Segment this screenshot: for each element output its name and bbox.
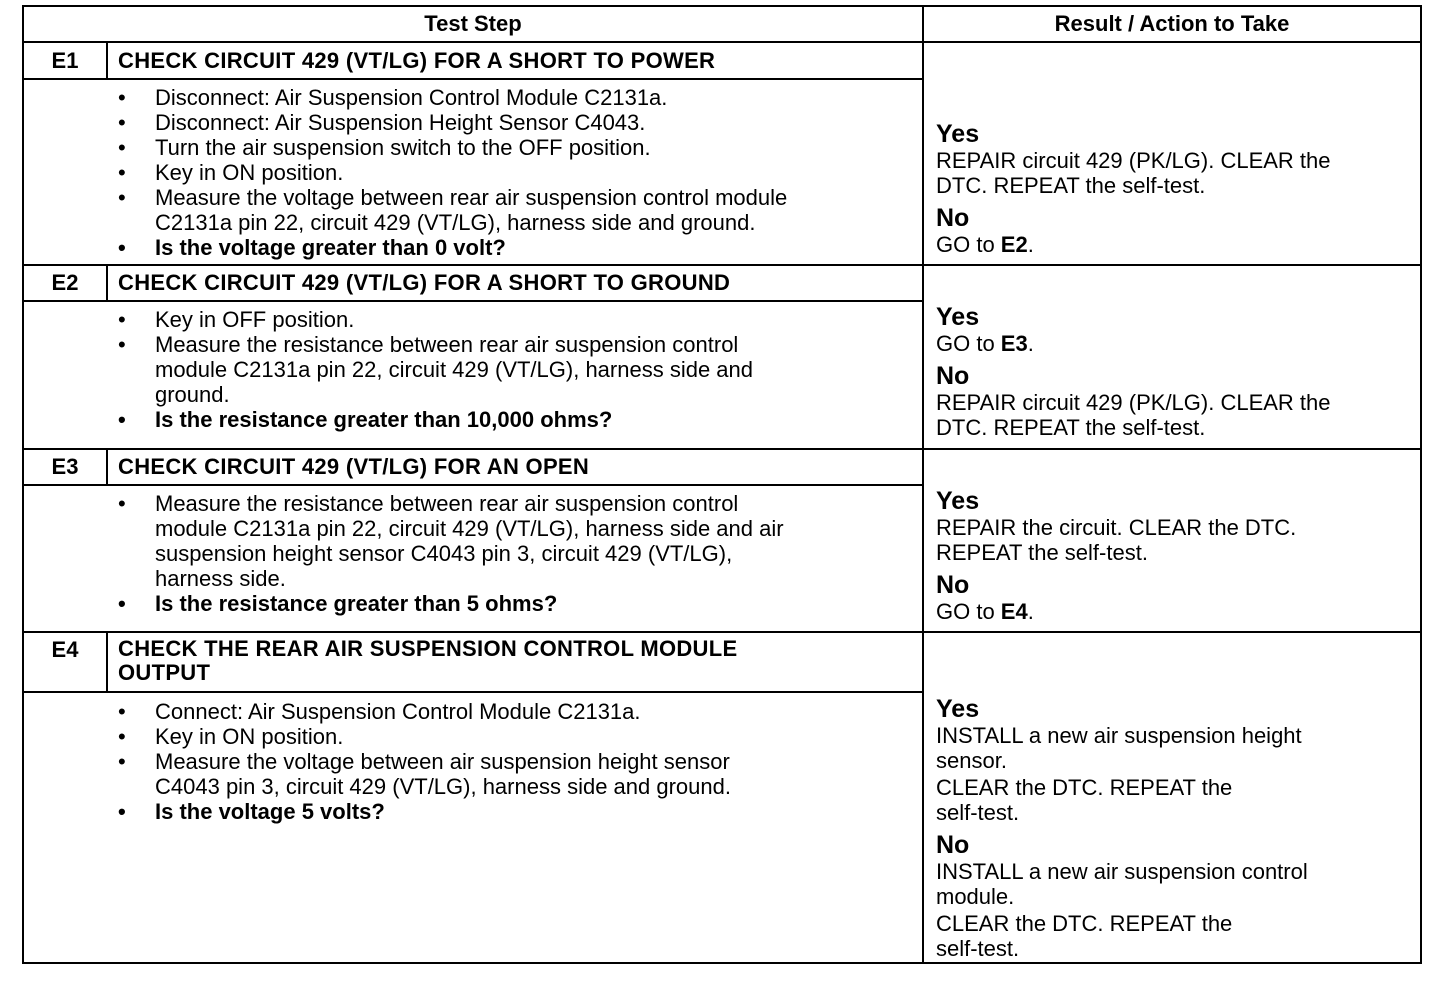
yes-label: Yes: [936, 695, 980, 723]
list-item: • Connect: Air Suspension Control Module C2131a.: [118, 699, 731, 724]
column-divider-id-e3: [106, 449, 108, 485]
result-e3: [936, 487, 1406, 624]
list-item: • Key in ON position.: [118, 160, 787, 185]
step-question: • Is the voltage greater than 0 volt?: [118, 235, 787, 260]
no-action: GO to E4.: [936, 599, 1034, 624]
step-e4-instructions: [118, 699, 731, 824]
step-reference: E3: [1000, 331, 1028, 356]
yes-action-followup: CLEAR the DTC. REPEAT the self-test.: [936, 775, 1233, 825]
step-e2-instructions: [118, 307, 753, 432]
step-id-e4: E4: [51, 637, 79, 662]
yes-label: Yes: [936, 487, 980, 515]
no-action-followup: CLEAR the DTC. REPEAT the self-test.: [936, 911, 1233, 961]
step-id-e2: E2: [51, 270, 79, 295]
column-divider-id-e1: [106, 43, 108, 79]
e2-end-rule: [24, 448, 1420, 450]
e3-title-rule: [24, 484, 922, 486]
no-action: GO to E2.: [936, 232, 1034, 257]
column-divider-result: [922, 7, 924, 962]
yes-action: GO to E3.: [936, 331, 1034, 356]
no-label: No: [936, 831, 970, 859]
step-title-e3: CHECK CIRCUIT 429 (VT/LG) FOR AN OPEN: [118, 454, 590, 479]
column-divider-id-e2: [106, 265, 108, 301]
no-action: INSTALL a new air suspension control module.: [936, 859, 1308, 909]
yes-label: Yes: [936, 303, 980, 331]
step-id-e3: E3: [51, 454, 79, 479]
header-result-action: Result / Action to Take: [1054, 11, 1290, 36]
step-reference: E4: [1000, 599, 1028, 624]
step-id-e1: E1: [51, 48, 79, 73]
list-item: • Key in ON position.: [118, 724, 731, 749]
e4-title-rule: [24, 691, 922, 693]
header-test-step: Test Step: [424, 11, 522, 36]
e2-title-rule: [24, 300, 922, 302]
diagnostic-test-table: [22, 5, 1422, 964]
no-label: No: [936, 362, 970, 390]
step-title-e4: CHECK THE REAR AIR SUSPENSION CONTROL MODULE OUTPUT: [118, 636, 738, 685]
result-e2: [936, 303, 1406, 440]
no-action: REPAIR circuit 429 (PK/LG). CLEAR the DTC. REPEAT the self-test.: [936, 390, 1331, 440]
step-e3-instructions: [118, 491, 784, 616]
yes-action: INSTALL a new air suspension height sensor.: [936, 723, 1302, 773]
list-item: • Disconnect: Air Suspension Control Module C2131a.: [118, 85, 787, 110]
yes-action: REPAIR the circuit. CLEAR the DTC. REPEAT the self-test.: [936, 515, 1297, 565]
list-item: • Measure the voltage between rear air suspension control module C2131a pin 22, circuit 429 (VT/LG), harness side and ground.: [118, 185, 787, 235]
list-item: • Measure the resistance between rear air suspension control module C2131a pin 22, circuit 429 (VT/LG), harness side and air suspension height sensor C4043 pin 3, circuit 429 (VT/LG), harness side.: [118, 491, 784, 591]
list-item: • Disconnect: Air Suspension Height Sensor C4043.: [118, 110, 787, 135]
step-reference: E2: [1000, 232, 1028, 257]
column-divider-id-e4: [106, 632, 108, 692]
step-question: • Is the voltage 5 volts?: [118, 799, 731, 824]
no-label: No: [936, 204, 970, 232]
step-question: • Is the resistance greater than 10,000 ohms?: [118, 407, 753, 432]
step-e1-instructions: [118, 85, 787, 260]
step-title-e2: CHECK CIRCUIT 429 (VT/LG) FOR A SHORT TO GROUND: [118, 270, 731, 295]
result-e1: [936, 120, 1406, 257]
yes-label: Yes: [936, 120, 980, 148]
no-label: No: [936, 571, 970, 599]
step-title-e1: CHECK CIRCUIT 429 (VT/LG) FOR A SHORT TO POWER: [118, 48, 716, 73]
result-e4: [936, 695, 1406, 961]
list-item: • Key in OFF position.: [118, 307, 753, 332]
e1-title-rule: [24, 78, 922, 80]
e3-end-rule: [24, 631, 1420, 633]
step-question: • Is the resistance greater than 5 ohms?: [118, 591, 784, 616]
yes-action: REPAIR circuit 429 (PK/LG). CLEAR the DTC. REPEAT the self-test.: [936, 148, 1331, 198]
e1-end-rule: [24, 264, 1420, 266]
header-rule: [24, 41, 1420, 43]
list-item: • Measure the resistance between rear air suspension control module C2131a pin 22, circuit 429 (VT/LG), harness side and ground.: [118, 332, 753, 407]
list-item: • Measure the voltage between air suspension height sensor C4043 pin 3, circuit 429 (VT/LG), harness side and ground.: [118, 749, 731, 799]
list-item: • Turn the air suspension switch to the OFF position.: [118, 135, 787, 160]
